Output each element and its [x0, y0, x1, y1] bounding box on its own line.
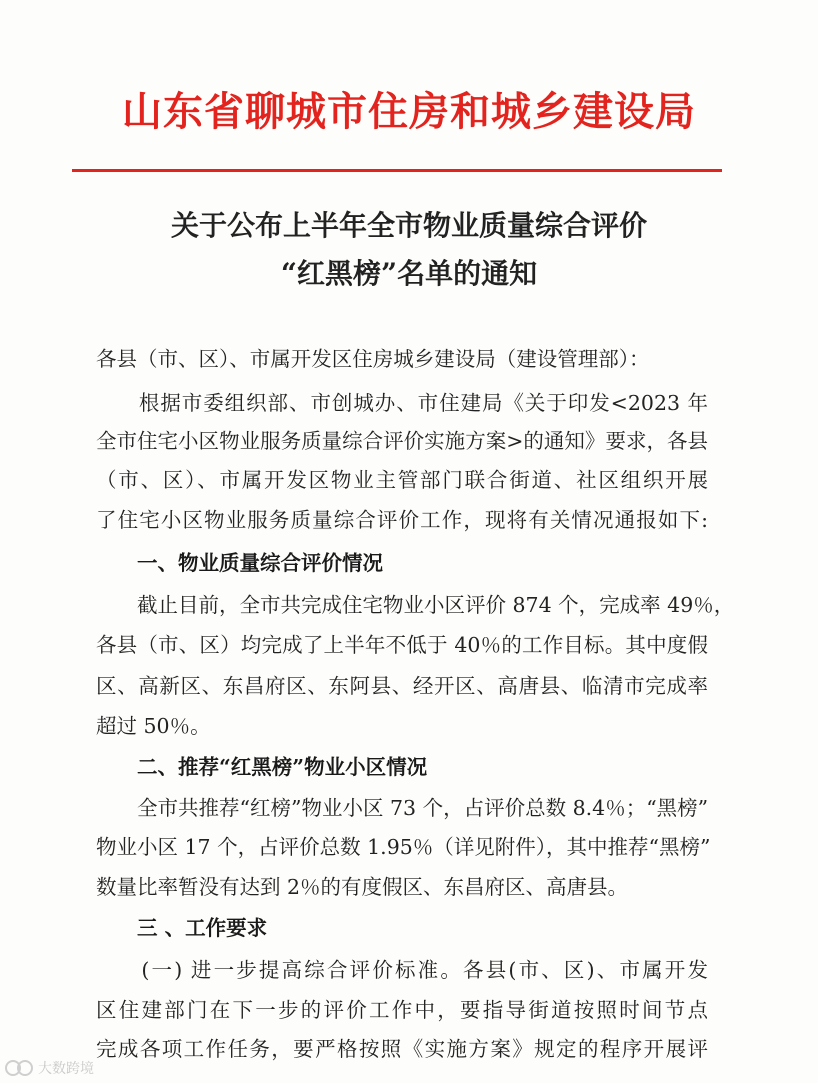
body-line: 全市共推荐“红榜”物业小区 73 个，占评价总数 8.4％；“黑榜” [96, 796, 709, 820]
body-line: 了住宅小区物业服务质量综合评价工作，现将有关情况通报如下: [96, 508, 708, 532]
agency-header-title: 山东省聊城市住房和城乡建设局 [122, 88, 696, 135]
section-heading-2: 二、推荐“红黑榜”物业小区情况 [96, 755, 428, 779]
body-line: 完成各项工作任务，要严格按照《实施方案》规定的程序开展评 [96, 1037, 708, 1061]
body-line: 超过 50％。 [96, 714, 211, 738]
document-title-line-2: “红黑榜”名单的通知 [280, 257, 538, 290]
body-line: 全市住宅小区物业服务质量综合评价实施方案>的通知》要求，各县 [96, 429, 708, 453]
body-line: 截止目前，全市共完成住宅物业小区评价 874 个，完成率 49％， [96, 593, 735, 617]
section-heading-3: 三 、工作要求 [96, 916, 268, 940]
body-line: (一) 进一步提高综合评价标准。各县(市、区)、市属开发 [96, 958, 708, 982]
document-title-line-1: 关于公布上半年全市物业质量综合评价 [170, 209, 647, 242]
section-heading-1: 一、物业质量综合评价情况 [96, 551, 383, 575]
watermark-text: 大数跨境 [38, 1061, 94, 1077]
body-line: 根据市委组织部、市创城办、市住建局《关于印发<2023 年 [96, 391, 708, 415]
watermark-logo-icon [4, 1059, 34, 1077]
body-line: 区、高新区、东昌府区、东阿县、经开区、高唐县、临清市完成率 [96, 674, 708, 698]
body-line: 数量比率暂没有达到 2％的有度假区、东昌府区、高唐县。 [96, 875, 629, 899]
body-line: （市、区）、市属开发区物业主管部门联合街道、社区组织开展 [96, 468, 708, 492]
body-line: 区住建部门在下一步的评价工作中，要指导街道按照时间节点 [96, 998, 708, 1022]
salutation-line: 各县（市、区）、市属开发区住房城乡建设局（建设管理部）： [96, 347, 650, 371]
body-line: 各县（市、区）均完成了上半年不低于 40％的工作目标。其中度假 [96, 633, 708, 657]
body-line: 物业小区 17 个，占评价总数 1.95％（详见附件），其中推荐“黑榜” [96, 835, 711, 859]
red-header-rule [72, 169, 722, 172]
watermark [4, 1058, 94, 1078]
